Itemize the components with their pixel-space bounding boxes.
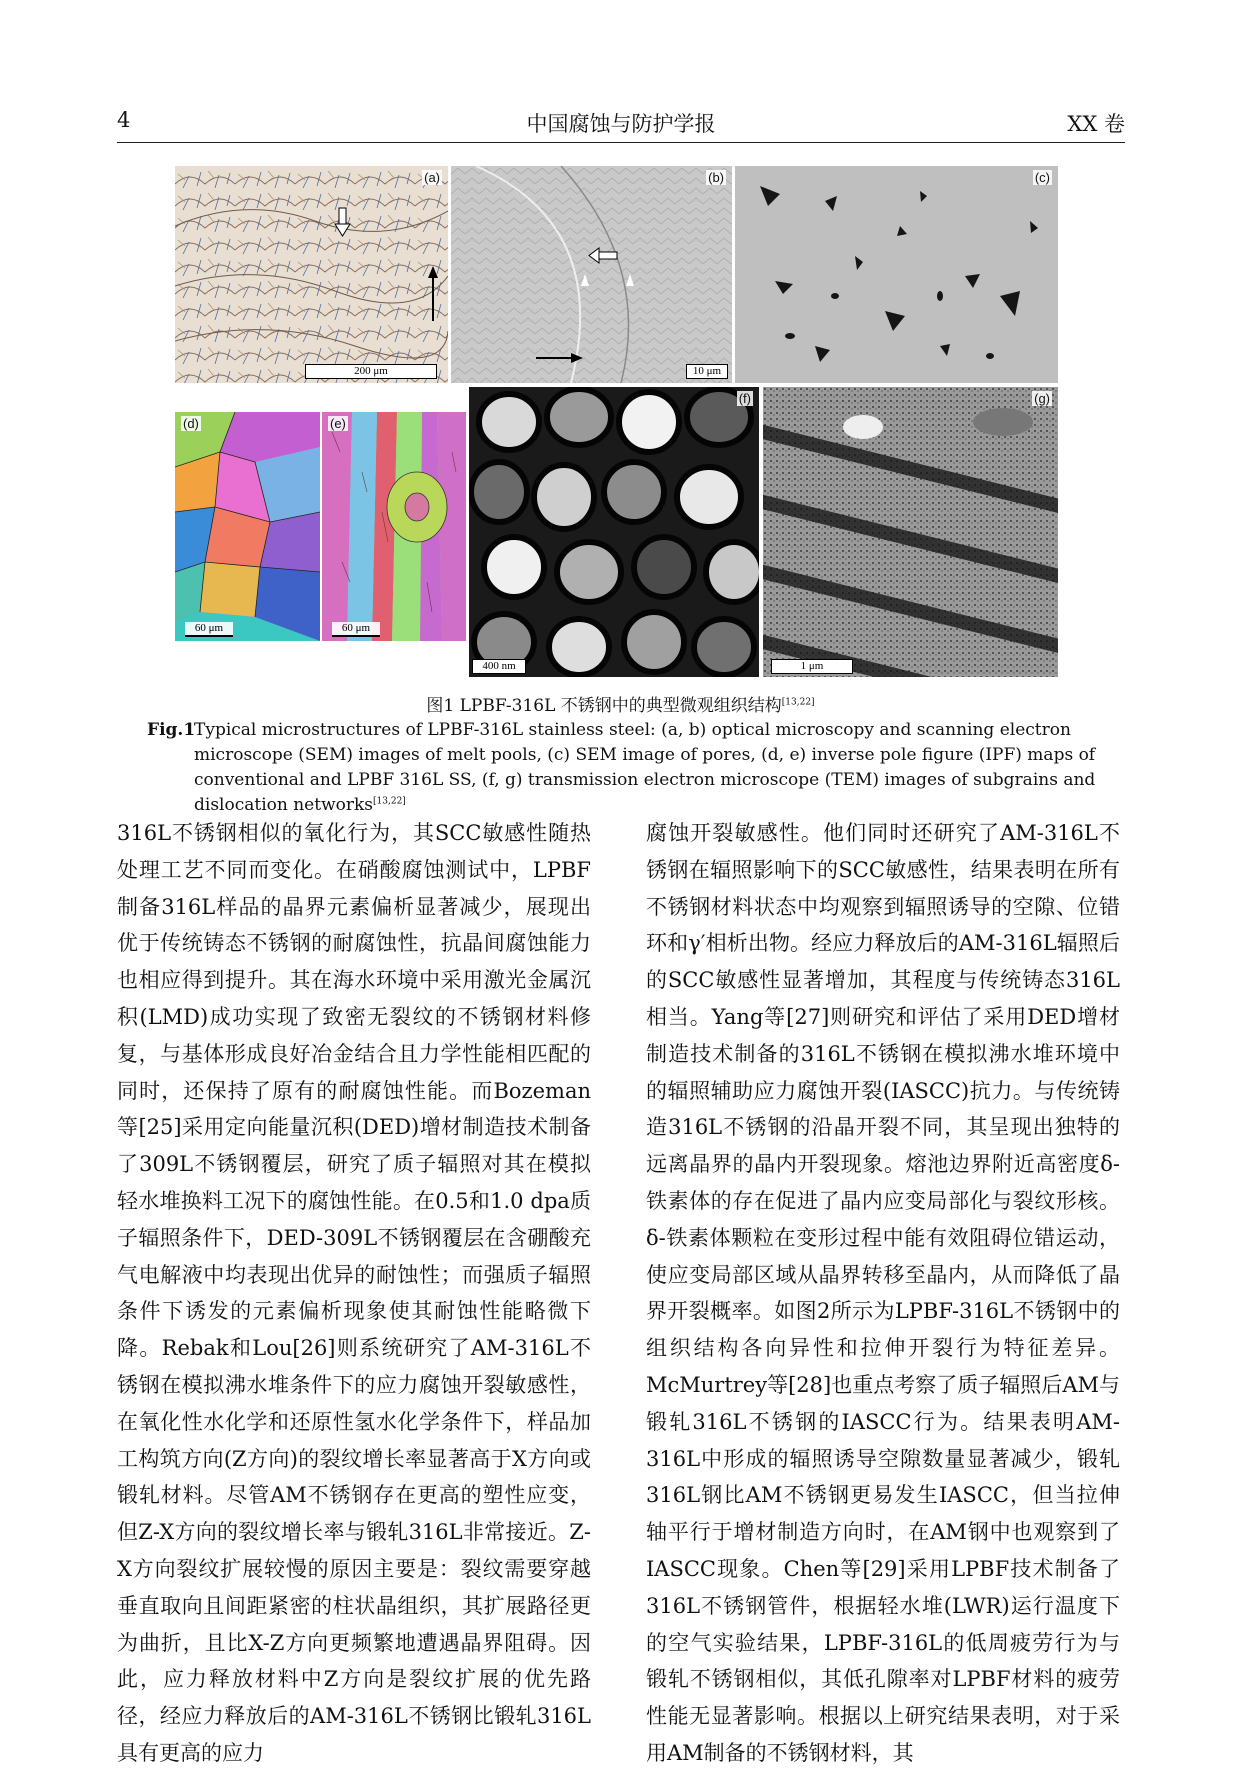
panel-e-label: (e) bbox=[330, 416, 346, 431]
panel-e-scale-bar: 60 μm bbox=[332, 622, 380, 637]
journal-title: 中国腐蚀与防护学报 bbox=[526, 112, 716, 136]
panel-g-tem-dislocations bbox=[763, 387, 1058, 677]
panel-b-scale-bar: 10 μm bbox=[686, 364, 728, 379]
volume-label: XX 卷 bbox=[1067, 112, 1125, 136]
panel-b-sem-melt-pools bbox=[451, 166, 732, 383]
panel-d-image bbox=[175, 412, 320, 641]
panel-e-image bbox=[322, 412, 466, 641]
right-column-text: 腐蚀开裂敏感性。他们同时还研究了AM-316L不锈钢在辐照影响下的SCC敏感性，结果表明在所有不锈钢材料状态中均观察到辐照诱导的空隙、位错环和γ′相析出物。经应力释放后的AM-316L辐照后的SCC敏感性显著增加，其程度与传统铸态316L相当。Yang等[27]则研究和评估了采用DED增材制造技术制备的316L不锈钢在模拟沸水堆环境中的辐照辅助应力腐蚀开裂(IASCC)抗力。与传统铸造316L不锈钢的沿晶开裂不同，其呈现出独特的远离晶界的晶内开裂现象。熔池边界附近高密度δ-铁素体的存在促进了晶内应变局部化与裂纹形核。δ-铁素体颗粒在变形过程中能有效阻碍位错运动，使应变局部区域从晶界转移至晶内，从而降低了晶界开裂概率。如图2所示为LPBF-316L不锈钢中的组织结构各向异性和拉伸开裂行为特征差异。McMurtrey等[28]也重点考察了质子辐照后AM与锻轧316L不锈钢的IASCC行为。结果表明AM-316L中形成的辐照诱导空隙数量显著减少，锻轧316L钢比AM不锈钢更易发生IASCC，但当拉伸轴平行于增材制造方向时，在AM钢中也观察到了IASCC现象。Chen等[29]采用LPBF技术制备了316L不锈钢管件，根据轻水堆(LWR)运行温度下的空气实验结果，LPBF-316L的低周疲劳行为与锻轧不锈钢相似，其低孔隙率对LPBF材料的疲劳性能无显著影响。根据以上研究结果表明，对于采用AM制备的不锈钢材料，其 bbox=[646, 821, 1120, 1765]
caption-cn-ref: [13,22] bbox=[781, 697, 815, 708]
panel-c-label: (c) bbox=[1034, 170, 1050, 185]
panel-f-scale-bar: 400 nm bbox=[472, 659, 526, 674]
panel-e-ipf-lpbf bbox=[322, 412, 466, 641]
figure-caption-english bbox=[147, 718, 1097, 818]
caption-cn-text: 图1 LPBF-316L 不锈钢中的典型微观组织结构 bbox=[426, 696, 782, 716]
page-number: 4 bbox=[117, 108, 131, 132]
panel-f-label: (f) bbox=[738, 391, 751, 406]
panel-b-image bbox=[451, 166, 732, 383]
panel-d-scale-bar: 60 μm bbox=[185, 622, 233, 637]
panel-f-tem-subgrains bbox=[469, 387, 759, 677]
panel-a-scale-bar: 200 μm bbox=[305, 364, 437, 379]
body-right-column bbox=[646, 815, 1120, 1772]
panel-g-scale-bar: 1 μm bbox=[771, 659, 853, 674]
panel-d-ipf-conventional bbox=[175, 412, 320, 641]
panel-g-image bbox=[763, 387, 1058, 677]
panel-a-optical-melt-pools bbox=[175, 166, 448, 383]
caption-en-prefix: Fig.1 bbox=[147, 720, 196, 740]
caption-en-ref: [13,22] bbox=[373, 796, 406, 807]
panel-a-label: (a) bbox=[424, 170, 440, 185]
panel-c-image bbox=[735, 166, 1058, 383]
panel-b-label: (b) bbox=[708, 170, 724, 185]
panel-a-image bbox=[175, 166, 448, 383]
panel-f-image bbox=[469, 387, 759, 677]
left-column-text: 316L不锈钢相似的氧化行为，其SCC敏感性随热处理工艺不同而变化。在硝酸腐蚀测试中，LPBF制备316L样品的晶界元素偏析显著减少，展现出优于传统铸态不锈钢的耐腐蚀性，抗晶间腐蚀能力也相应得到提升。其在海水环境中采用激光金属沉积(LMD)成功实现了致密无裂纹的不锈钢材料修复，与基体形成良好冶金结合且力学性能相匹配的同时，还保持了原有的耐腐蚀性能。而Bozeman等[25]采用定向能量沉积(DED)增材制造技术制备了309L不锈钢覆层，研究了质子辐照对其在模拟轻水堆换料工况下的腐蚀性能。在0.5和1.0 dpa质子辐照条件下，DED-309L不锈钢覆层在含硼酸充气电解液中均表现出优异的耐蚀性；而强质子辐照条件下诱发的元素偏析现象使其耐蚀性能略微下降。Rebak和Lou[26]则系统研究了AM-316L不锈钢在模拟沸水堆条件下的应力腐蚀开裂敏感性，在氧化性水化学和还原性氢水化学条件下，样品加工构筑方向(Z方向)的裂纹增长率显著高于X方向或锻轧材料。尽管AM不锈钢存在更高的塑性应变，但Z-X方向的裂纹增长率与锻轧316L非常接近。Z-X方向裂纹扩展较慢的原因主要是：裂纹需要穿越垂直取向且间距紧密的柱状晶组织，其扩展路径更为曲折，且比X-Z方向更频繁地遭遇晶界阻碍。因此，应力释放材料中Z方向是裂纹扩展的优先路径，经应力释放后的AM-316L不锈钢比锻轧316L具有更高的应力 bbox=[117, 821, 591, 1765]
running-header bbox=[117, 108, 1125, 143]
panel-c-sem-pores bbox=[735, 166, 1058, 383]
caption-en-text: Typical microstructures of LPBF-316L stainless steel: (a, b) optical microscopy and scanning electron microscope (SEM) images of melt pools, (c) SEM image of pores, (d, e) inverse pole figure (IPF) maps of conventional and LPBF 316L SS, (f, g) transmission electron microscope (TEM) images of subgrains and dislocation networks bbox=[194, 720, 1096, 815]
figure-caption-chinese bbox=[0, 694, 1241, 719]
panel-g-label: (g) bbox=[1034, 391, 1050, 406]
body-left-column bbox=[117, 815, 591, 1772]
panel-d-label: (d) bbox=[183, 416, 199, 431]
